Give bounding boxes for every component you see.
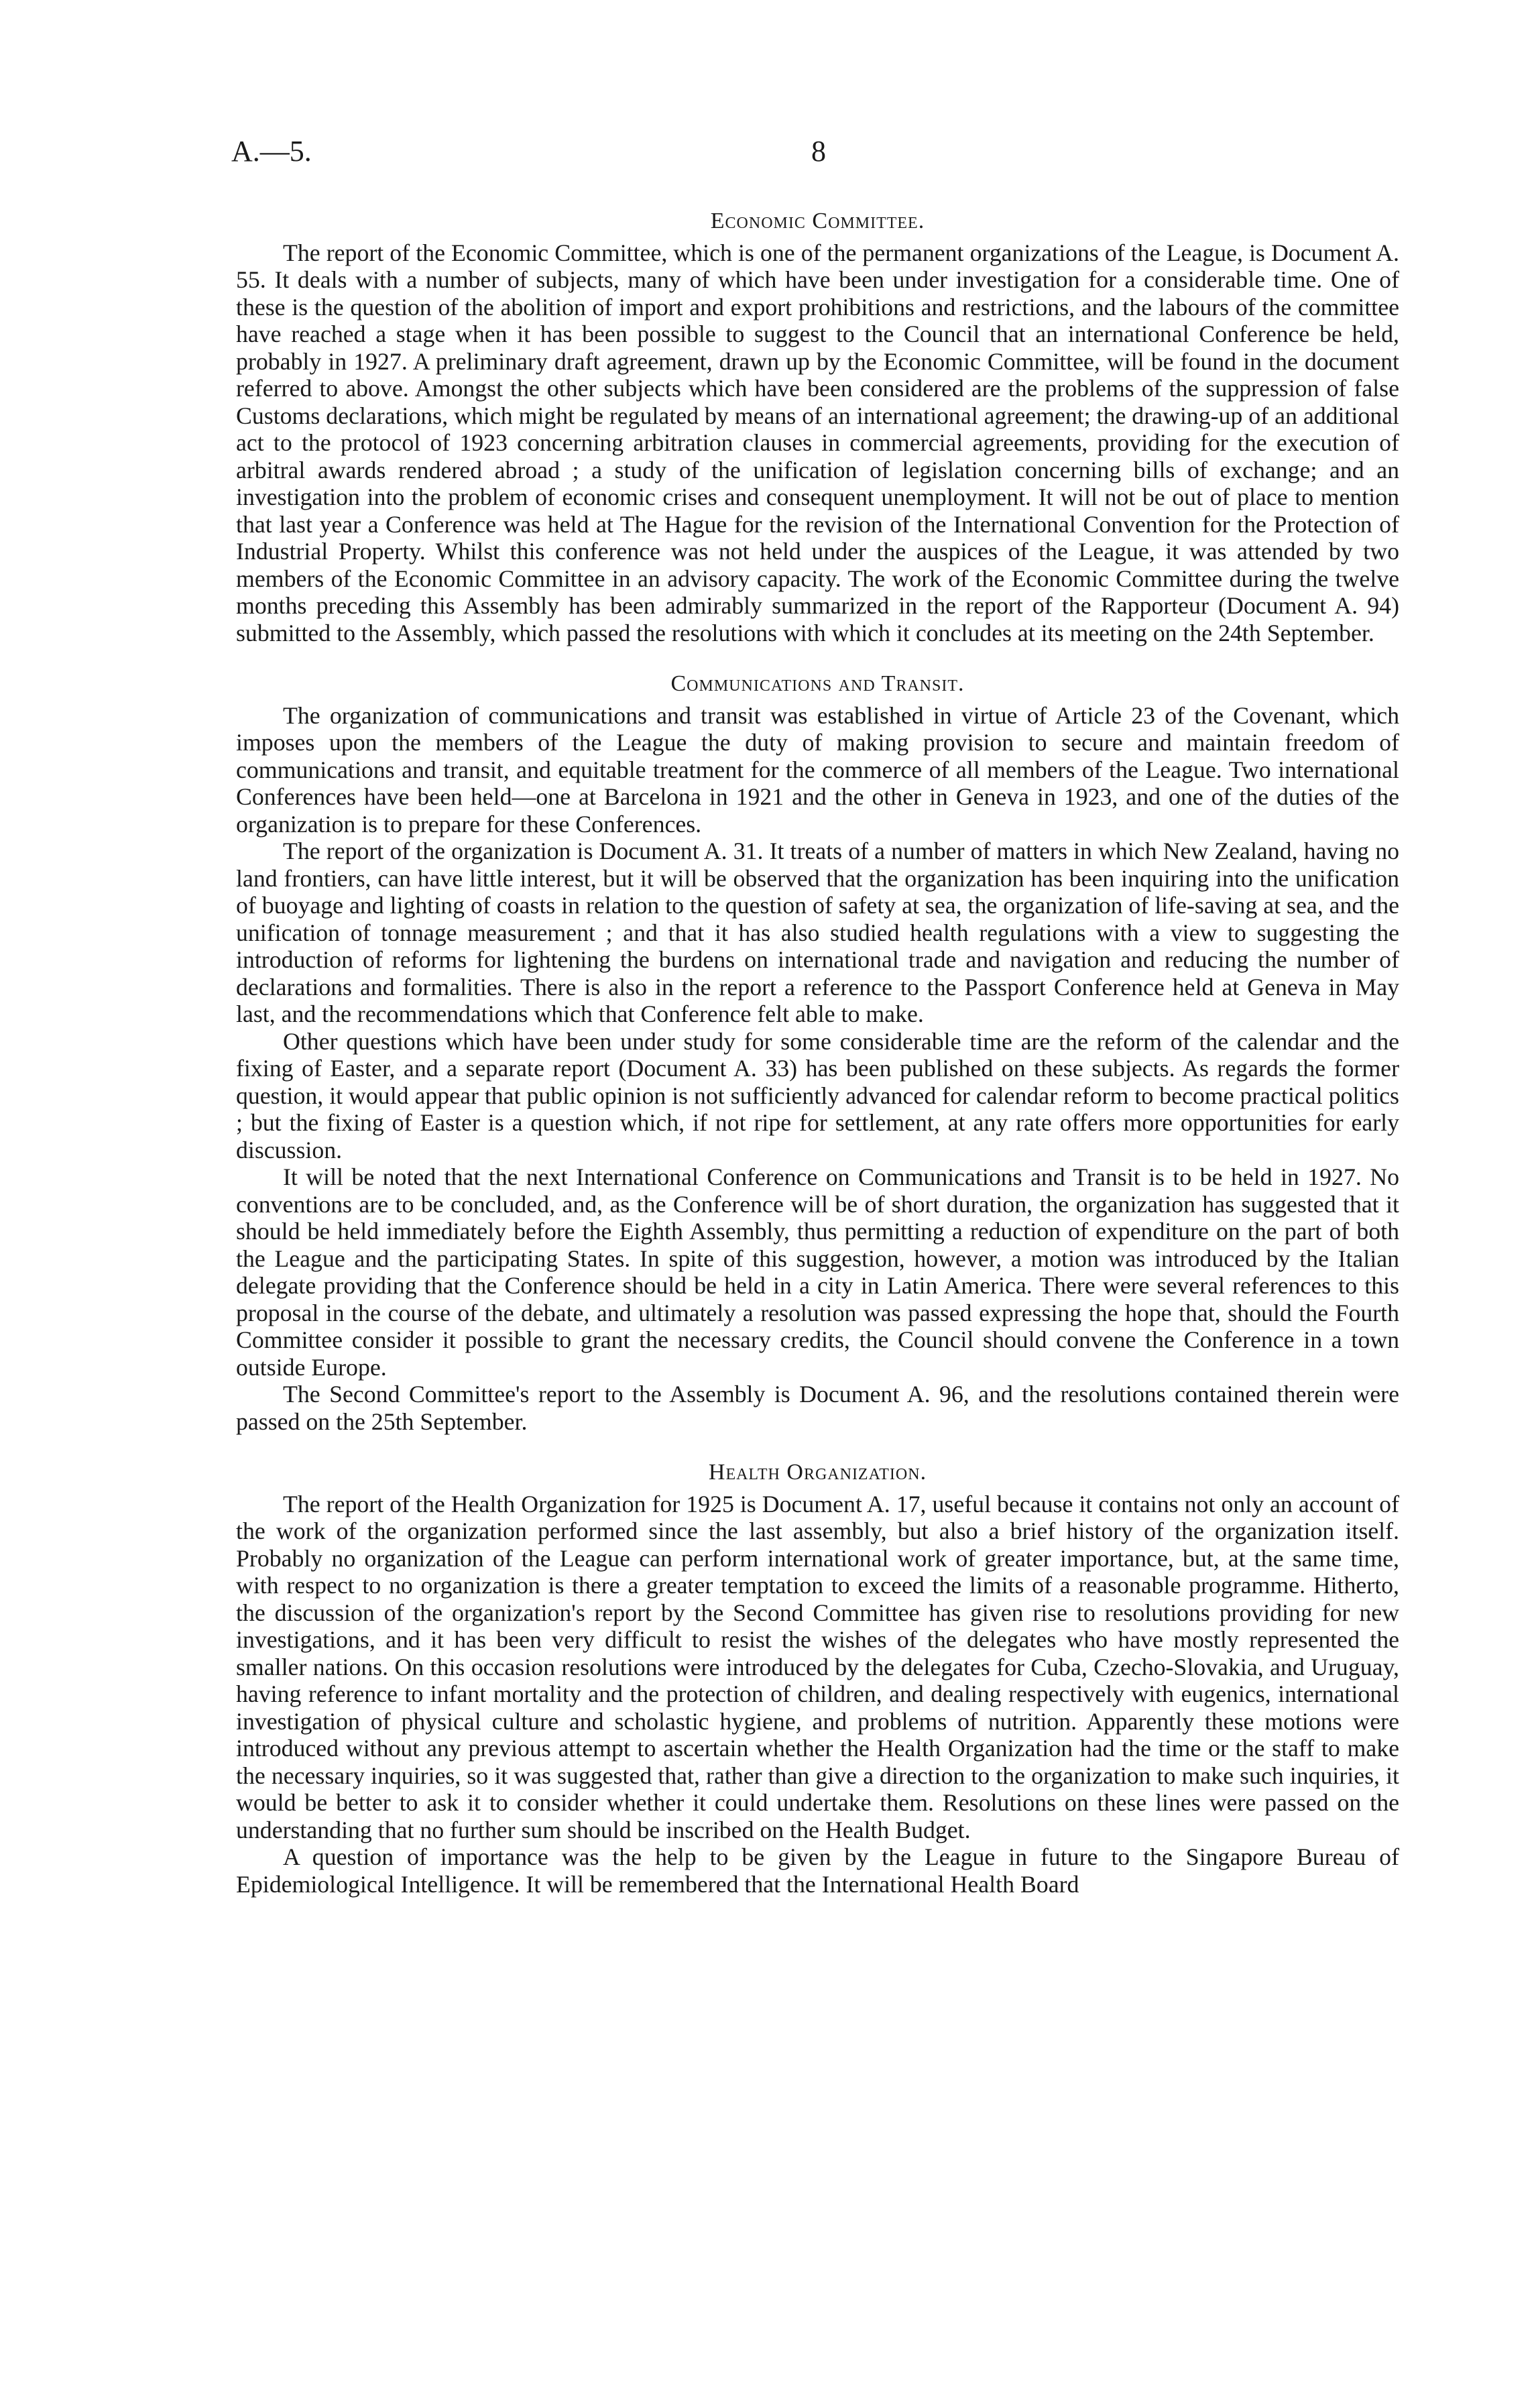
- section-heading: Communications and Transit.: [670, 671, 965, 696]
- paragraph: It will be noted that the next International Conference on Communications and Transit is to be held in 1927. No conventions are to be concluded, and, as the Conference will be of short duration, the organization has suggested that it should be held immediately before the Eighth Assembly, thus permitting a reduction of expenditure on the part of both the League and the participating States. In spite of this suggestion, however, a motion was introduced by the Italian delegate providing that the Conference should be held in a city in Latin America. There were several references to this proposal in the course of the debate, and ultimately a resolution was passed expressing the hope that, should the Fourth Committee consider it possible to grant the necessary credits, the Council should convene the Conference in a town outside Europe.: [236, 1163, 1399, 1381]
- section-heading: Economic Committee.: [710, 209, 925, 233]
- paragraph: Other questions which have been under study for some considerable time are the reform of the calendar and the fixing of Easter, and a separate report (Document A. 33) has been published on these subjects. As regards the former question, it would appear that public opinion is not sufficiently advanced for calendar reform to become practical politics ; but the fixing of Easter is a question which, if not ripe for settlement, at any rate offers more opportunities for early discussion.: [236, 1027, 1399, 1163]
- paragraph: The report of the organization is Document A. 31. It treats of a number of matters in which New Zealand, having no land frontiers, can have little interest, but it will be observed that the organization has been inquiring into the unification of buoyage and lighting of coasts in relation to the question of safety at sea, the organization of life-saving at sea, and the unification of tonnage measurement ; and that it has also studied health regulations with a view to suggesting the introduction of reforms for lightening the burdens on international trade and navigation and reducing the number of declarations and formalities. There is also in the report a reference to the Passport Conference held at Geneva in May last, and the recommendations which that Conference felt able to make.: [236, 838, 1399, 1027]
- page-body: [236, 208, 1399, 1898]
- document-reference: A.—5.: [231, 135, 312, 168]
- paragraph: The report of the Health Organization for 1925 is Document A. 17, useful because it contains not only an account of the work of the organization performed since the last assembly, but also a brief history of the organization itself. Probably no organization of the League can perform international work of greater importance, but, at the same time, with respect to no organization is there a greater temptation to exceed the limits of a reasonable programme. Hitherto, the discussion of the organization's report by the Second Committee has given rise to resolutions providing for new investigations, and it has been very difficult to resist the wishes of the delegates who have mostly represented the smaller nations. On this occasion resolutions were introduced by the delegates for Cuba, Czecho-Slovakia, and Uruguay, having reference to infant mortality and the protection of children, and dealing respectively with eugenics, international investigation of physical culture and scholastic hygiene, and problems of nutrition. Apparently these motions were introduced without any previous attempt to ascertain whether the Health Organization had the time or the staff to make the necessary inquiries, so it was suggested that, rather than give a direction to the organization to make such inquiries, it would be better to ask it to consider whether it could undertake them. Resolutions on these lines were passed on the understanding that no further sum should be inscribed on the Health Budget.: [236, 1490, 1399, 1843]
- section-health-organization: [236, 1459, 1399, 1898]
- paragraph: A question of importance was the help to be given by the League in future to the Singapore Bureau of Epidemiological Intelligence. It will be remembered that the International Health Board: [236, 1843, 1399, 1898]
- section-heading: Health Organization.: [708, 1460, 927, 1485]
- section-economic-committee: [236, 208, 1399, 646]
- page-header: [0, 134, 1536, 174]
- page-number: 8: [811, 135, 826, 168]
- paragraph: The organization of communications and transit was established in virtue of Article 23 of the Covenant, which imposes upon the members of the League the duty of making provision to secure and maintain freedom of communications and transit, and equitable treatment for the commerce of all members of the League. Two international Conferences have been held—one at Barcelona in 1921 and the other in Geneva in 1923, and one of the duties of the organization is to prepare for these Conferences.: [236, 701, 1399, 838]
- paragraph: The Second Committee's report to the Assembly is Document A. 96, and the resolutions contained therein were passed on the 25th September.: [236, 1381, 1399, 1435]
- paragraph: The report of the Economic Committee, which is one of the permanent organizations of the League, is Document A. 55. It deals with a number of subjects, many of which have been under investigation for a considerable time. One of these is the question of the abolition of import and export prohibitions and restrictions, and the labours of the committee have reached a stage when it has been possible to suggest to the Council that an international Conference be held, probably in 1927. A preliminary draft agreement, drawn up by the Economic Committee, will be found in the document referred to above. Amongst the other subjects which have been considered are the problems of the suppression of false Customs declarations, which might be regulated by means of an international agreement; the drawing-up of an additional act to the protocol of 1923 concerning arbitration clauses in commercial agreements, providing for the execution of arbitral awards rendered abroad ; a study of the unification of legislation concerning bills of exchange; and an investigation into the problem of economic crises and consequent unemployment. It will not be out of place to mention that last year a Conference was held at The Hague for the revision of the International Convention for the Protection of Industrial Property. Whilst this conference was not held under the auspices of the League, it was attended by two members of the Economic Committee in an advisory capacity. The work of the Economic Committee during the twelve months preceding this Assembly has been admirably summarized in the report of the Rapporteur (Document A. 94) submitted to the Assembly, which passed the resolutions with which it concludes at its meeting on the 24th September.: [236, 239, 1399, 646]
- section-communications-and-transit: [236, 671, 1399, 1435]
